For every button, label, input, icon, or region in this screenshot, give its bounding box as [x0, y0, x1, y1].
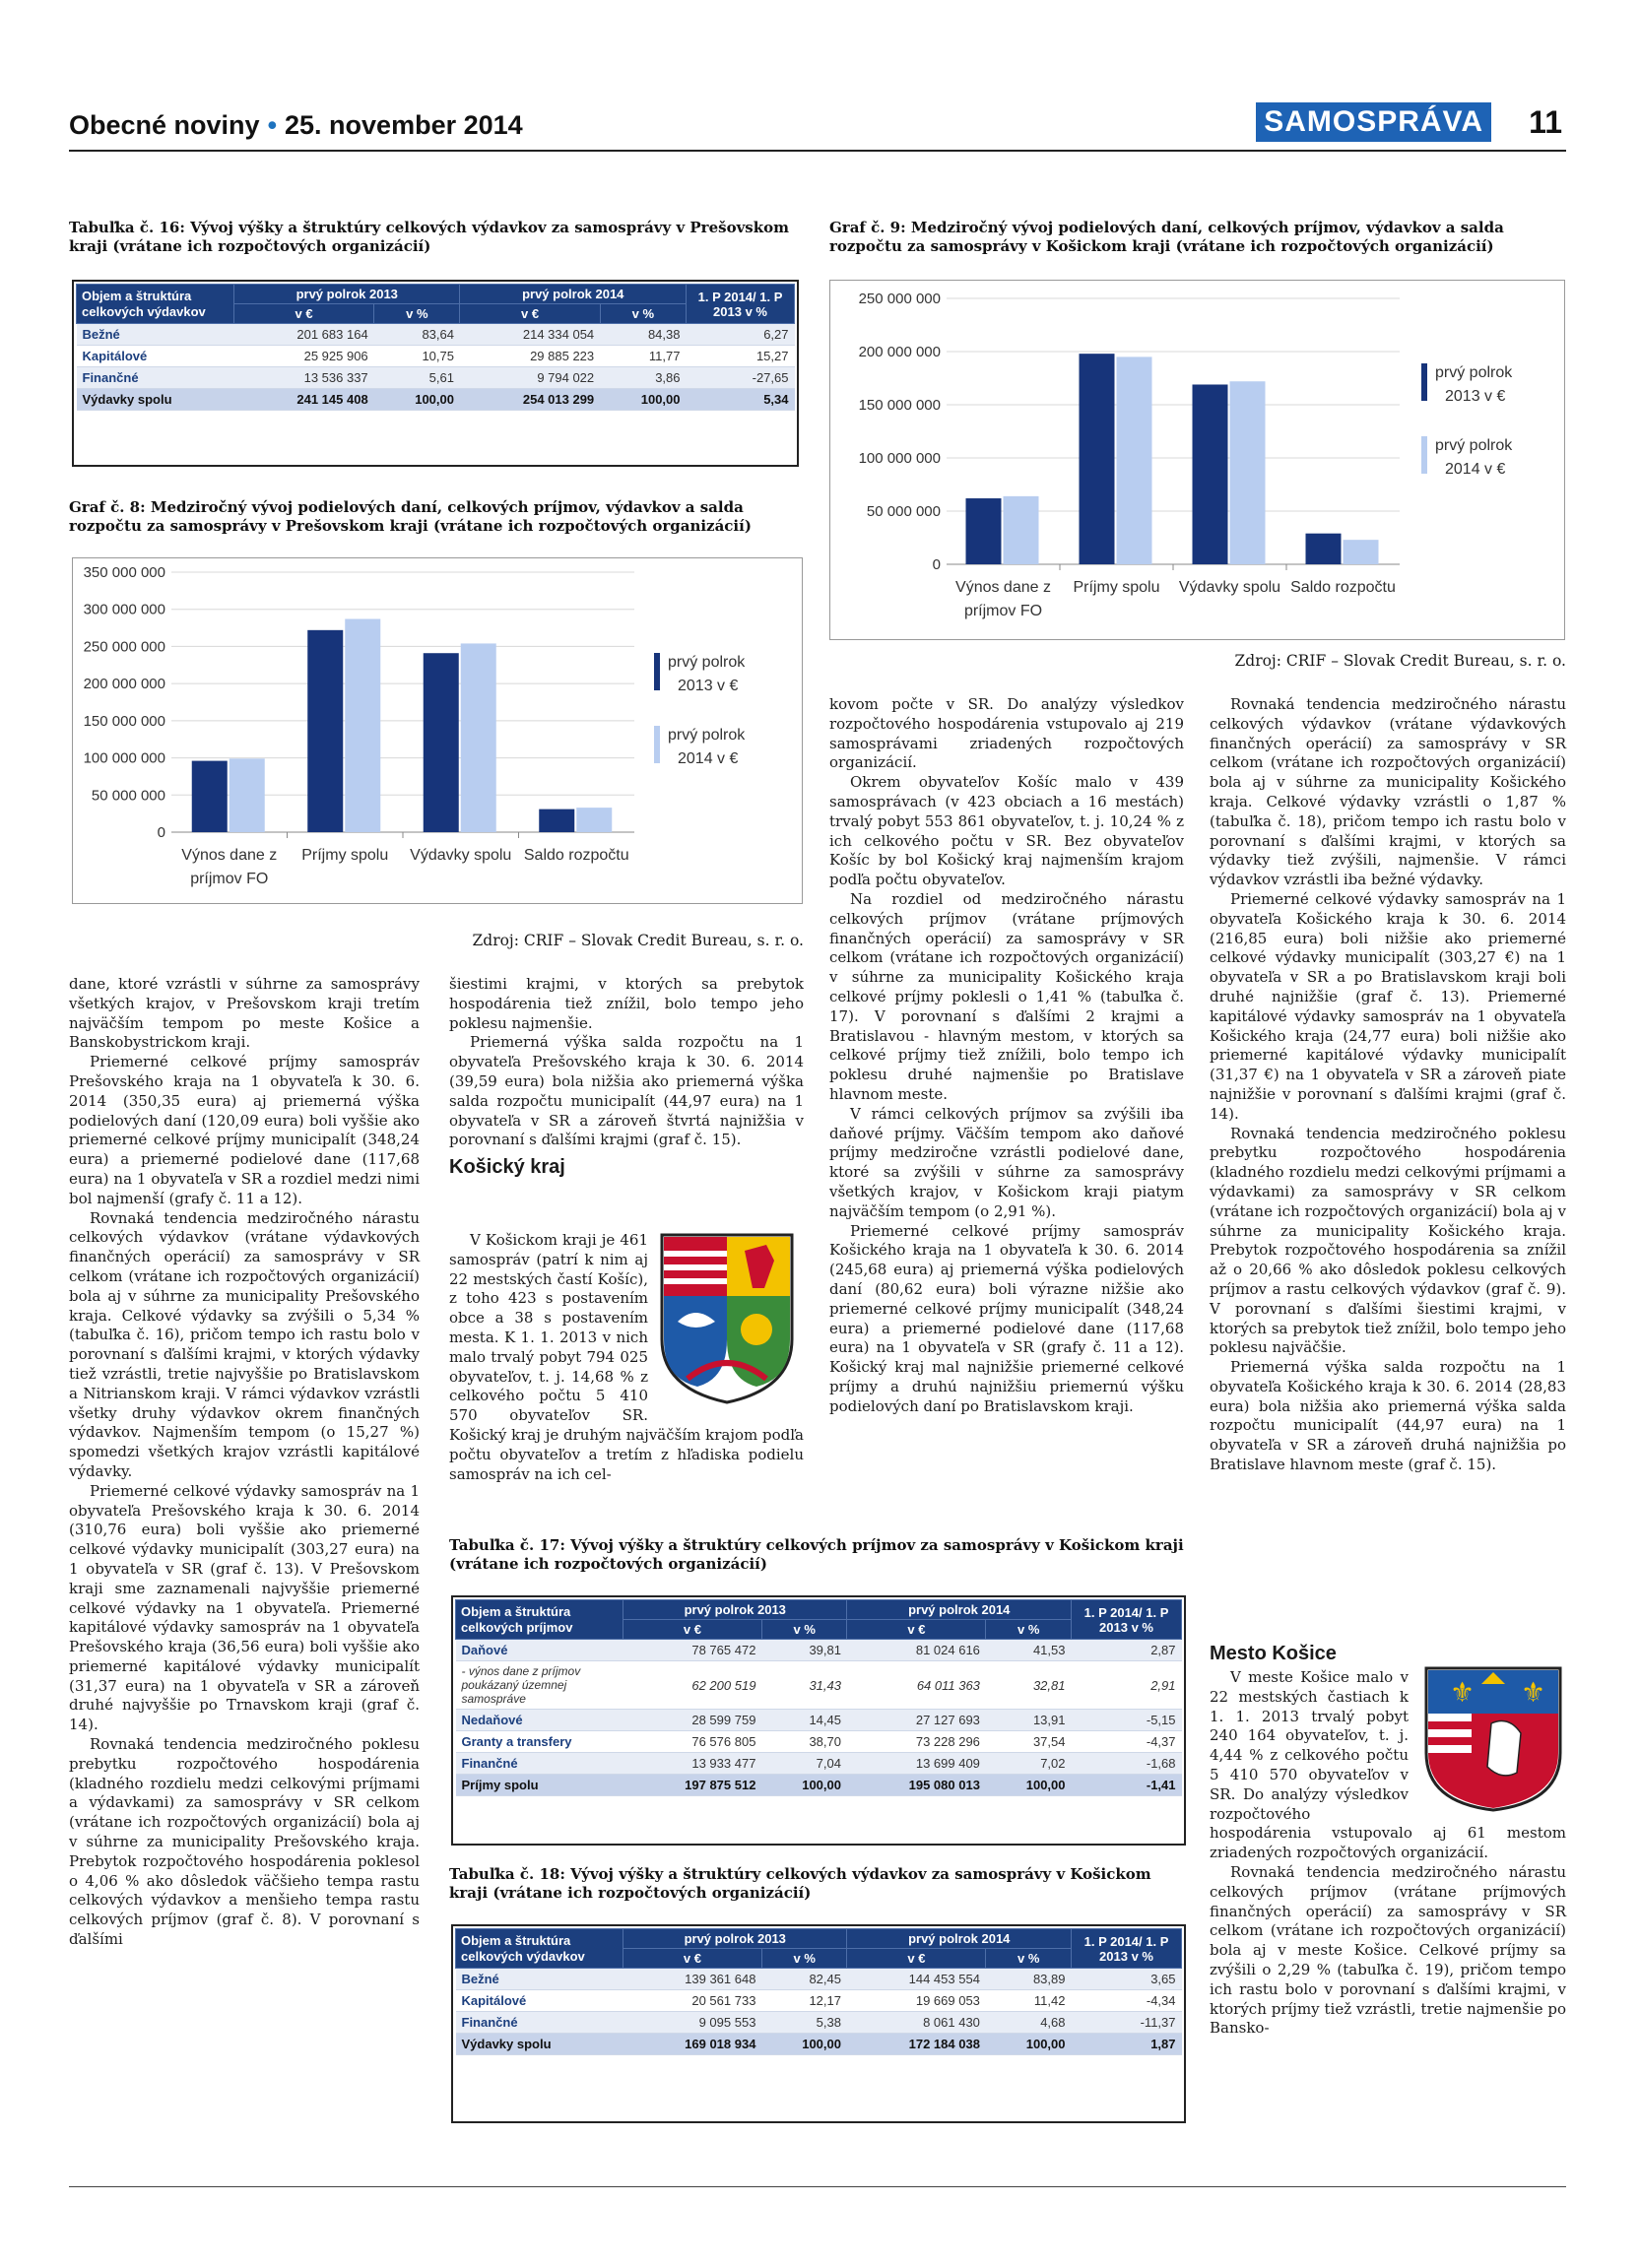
table-cell: 10,75: [374, 346, 460, 367]
table-cell: 32,81: [986, 1661, 1072, 1710]
table18-grid: [455, 1928, 1182, 2055]
x-tick-label: Príjmy spolu: [301, 847, 389, 864]
graf9-source: Zdroj: CRIF – Slovak Credit Bureau, s. r. o.: [1234, 652, 1566, 670]
table16-h-pct-2013: v %: [374, 304, 460, 324]
table16-h2013: prvý polrok 2013: [234, 285, 460, 304]
table17: [451, 1595, 1186, 1846]
table-cell: 241 145 408: [234, 389, 374, 411]
table-row: [456, 1969, 1182, 1990]
table17-hratio: 1. P 2014/ 1. P 2013 v %: [1072, 1600, 1182, 1640]
x-tick-label: Výdavky spolu: [410, 847, 512, 864]
table16-hratio: 1. P 2014/ 1. P 2013 v %: [687, 285, 795, 324]
row-label: Granty a transfery: [456, 1731, 623, 1753]
table-row: [456, 2034, 1182, 2055]
table-cell: 4,68: [986, 2012, 1072, 2034]
table-cell: 9 794 022: [460, 367, 600, 389]
paragraph: Na rozdiel od medziročného nárastu celkových príjmov (vrátane príjmových finančných operácií) za samosprávy v SR celkom (vrátane ich rozpočtových organizácií) v súhrne za municipality Košického kraja celkové príjmy poklesli o 1,41 % (tabuľka č. 17). V porovnaní s ďalšími 2 krajmi a Bratislavou - hlavným mestom, v ktorých sa celkové príjmy tiež znížili, bolo tempo ich poklesu druhé najmenšie po Bratislave hlavnom meste.: [829, 889, 1184, 1103]
bar: [1117, 356, 1152, 564]
page-number: 11: [1529, 104, 1562, 140]
graf8-source: Zdroj: CRIF – Slovak Credit Bureau, s. r. o.: [472, 932, 804, 949]
table17-body: [456, 1640, 1182, 1796]
table-cell: 6,27: [687, 324, 795, 346]
paragraph: Rovnaká tendencia medziročného poklesu prebytku rozpočtového hospodárenia (kladného rozdielu medzi celkovými príjmami a výdavkami) za samosprávy v SR celkom (vrátane ich rozpočtových organizácií) bola aj v súhrne za municipality Košického kraja. Prebytok rozpočtového hospodárenia sa znížil až o 20,66 % ako dôsledok poklesu celkových príjmov a rastu celkových výdavkov (graf č. 9). V porovnaní s ďalšími šiestimi krajmi, v ktorých sa prebytok tiež znížil, bolo tempo jeho poklesu najväčšie.: [1210, 1124, 1566, 1357]
paper-title: [69, 110, 523, 141]
bar: [230, 758, 265, 832]
row-label: Výdavky spolu: [77, 389, 234, 411]
table18-caption: Tabuľka č. 18: Vývoj výšky a štruktúry celkových výdavkov za samosprávy v Košickom kraji (vrátane ich rozpočtových organizácií): [449, 1865, 1151, 1902]
x-tick-label: Výnos dane z: [181, 847, 278, 864]
table-row: [456, 1731, 1182, 1753]
table-cell: 13 536 337: [234, 367, 374, 389]
header-divider: [69, 150, 1566, 152]
y-tick-label: 0: [157, 824, 165, 841]
graf8-chart: [72, 557, 803, 904]
table-cell: 25 925 906: [234, 346, 374, 367]
bar: [1193, 384, 1228, 564]
table-cell: 254 013 299: [460, 389, 600, 411]
table-cell: 100,00: [374, 389, 460, 411]
row-label: Finančné: [456, 2012, 623, 2034]
table18-body: [456, 1969, 1182, 2055]
table-cell: 139 361 648: [623, 1969, 762, 1990]
footer-divider: [69, 2186, 1566, 2187]
table-cell: 13 933 477: [623, 1753, 762, 1775]
table16: [72, 280, 799, 467]
table16-body: [77, 324, 795, 411]
graf9-svg: [830, 281, 1564, 639]
bar: [1080, 354, 1115, 564]
legend-swatch-2014: [1421, 436, 1427, 474]
table-cell: 82,45: [761, 1969, 847, 1990]
graf9-chart: [829, 280, 1565, 640]
table-cell: 41,53: [986, 1640, 1072, 1661]
table-cell: 5,38: [761, 2012, 847, 2034]
table-cell: 19 669 053: [847, 1990, 986, 2012]
table17-caption: Tabuľka č. 17: Vývoj výšky a štruktúry celkových príjmov za samosprávy v Košickom kraji (vrátane ich rozpočtových organizácií): [449, 1536, 1184, 1573]
table-cell: 83,64: [374, 324, 460, 346]
table-cell: -1,68: [1072, 1753, 1182, 1775]
row-label: Kapitálové: [456, 1990, 623, 2012]
x-tick-label: Výdavky spolu: [1178, 579, 1281, 596]
table-cell: 11,77: [600, 346, 686, 367]
table-cell: 78 765 472: [623, 1640, 762, 1661]
table16-h-eur-2014: v €: [460, 304, 600, 324]
paragraph: Rovnaká tendencia medziročného nárastu celkových výdavkov (vrátane výdavkových finančných operácií) za samosprávy v SR celkom (vrátane ich rozpočtových organizácií) bola aj v súhrne za municipality Prešovského kraja. Celkové výdavky sa zvýšili o 5,34 % (tabuľka č. 16), pričom tempo ich rastu bolo v porovnaní s ďalšími krajmi, v ktorých výdavky tiež vzrástli, tretie najvyššie po Bratislavskom a Nitrianskom kraji. V rámci výdavkov vzrástli všetky druhy výdavkov okrem finančných výdavkov. Najmenším tempom (o 15,27 %) spomedzi všetkých krajov vzrástli kapitálové výdavky.: [69, 1208, 420, 1480]
bar: [1344, 540, 1379, 564]
table18: [451, 1924, 1186, 2123]
bar: [424, 653, 459, 832]
legend-label: 2014 v €: [678, 750, 739, 767]
table-cell: 73 228 296: [847, 1731, 986, 1753]
section-heading-mesto-kosice: Mesto Košice: [1210, 1643, 1337, 1664]
y-tick-label: 250 000 000: [858, 291, 941, 307]
y-tick-label: 100 000 000: [83, 749, 165, 767]
table-row: [456, 1753, 1182, 1775]
table-cell: 5,61: [374, 367, 460, 389]
x-tick-label: Príjmy spolu: [1073, 579, 1160, 596]
svg-text:⚜: ⚜: [1521, 1676, 1546, 1709]
table-cell: 8 061 430: [847, 2012, 986, 2034]
paragraph: Priemerné celkové príjmy samospráv Prešovského kraja na 1 obyvateľa k 30. 6. 2014 (350,35 eura) aj priemerná výška podielových daní (120,09 eura) boli vyššie ako priemerné celkové príjmy municipalít (348,24 eura) a priemerné podielové dane (117,68 eura) na 1 obyvateľa v SR a rozdiel medzi nimi bol najmenší (grafy č. 11 a 12).: [69, 1053, 420, 1207]
table16-grid: [76, 284, 795, 411]
y-tick-label: 0: [932, 556, 941, 573]
row-label: Bežné: [456, 1969, 623, 1990]
row-label: Nedaňové: [456, 1710, 623, 1731]
legend-label: prvý polrok: [1435, 364, 1513, 381]
table17-h2014: prvý polrok 2014: [847, 1600, 1072, 1620]
table17-h2013: prvý polrok 2013: [623, 1600, 847, 1620]
legend-swatch-2013: [1421, 363, 1427, 401]
bar: [461, 643, 496, 832]
table18-corner: Objem a štruktúra celkových výdavkov: [456, 1929, 623, 1969]
table16-h-eur-2013: v €: [234, 304, 374, 324]
table18-h2014: prvý polrok 2014: [847, 1929, 1072, 1949]
table17-grid: [455, 1599, 1182, 1796]
table-cell: 83,89: [986, 1969, 1072, 1990]
x-tick-label: príjmov FO: [190, 871, 269, 887]
table-cell: 7,04: [761, 1753, 847, 1775]
section-heading-kosicky-kraj: Košický kraj: [449, 1156, 565, 1179]
table-cell: 144 453 554: [847, 1969, 986, 1990]
table-row: [456, 1661, 1182, 1710]
kosice-city-coat-of-arms: [1422, 1664, 1564, 1812]
table-cell: -4,37: [1072, 1731, 1182, 1753]
table-cell: 5,34: [687, 389, 795, 411]
y-tick-label: 150 000 000: [858, 397, 941, 414]
table-cell: 29 885 223: [460, 346, 600, 367]
table-cell: 7,02: [986, 1753, 1072, 1775]
paragraph: Priemerné celkové výdavky samospráv na 1 obyvateľa Prešovského kraja k 30. 6. 2014 (310,76 eura) boli vyššie ako priemerné celkové výdavky municipalít (303,27 eura) na 1 obyvateľa v SR (graf č. 13). V Prešovskom kraji sme zaznamenali najvyššie priemerné celkové výdavky na 1 obyvateľa. Priemerné kapitálové výdavky samospráv na 1 obyvateľa Prešovského kraja (36,56 eura) boli vyššie ako priemerné kapitálové výdavky municipalít (31,37 eura) na 1 obyvateľa v SR a zároveň druhé najvyššie po Trnavskom kraji (graf č. 14).: [69, 1481, 420, 1734]
table-cell: 3,65: [1072, 1969, 1182, 1990]
table-cell: 195 080 013: [847, 1775, 986, 1796]
table-cell: 14,45: [761, 1710, 847, 1731]
table-cell: 9 095 553: [623, 2012, 762, 2034]
table17-corner: Objem a štruktúra celkových príjmov: [456, 1600, 623, 1640]
paragraph: V rámci celkových príjmov sa zvýšili iba daňové príjmy. Väčším tempom ako daňové príjmy medziročne vzrástli podielové dane, ktoré sa zvýšili v súhrne za samosprávy všetkých krajov, v Košickom kraji piatym najväčším tempom (o 2,91 %).: [829, 1104, 1184, 1220]
row-label: Kapitálové: [77, 346, 234, 367]
table-cell: 2,91: [1072, 1661, 1182, 1710]
paragraph: Rovnaká tendencia medziročného nárastu celkových výdavkov (vrátane výdavkových finančných operácií) za samosprávy v SR celkom (vrátane ich rozpočtových organizácií) bola aj v súhrne za municipality Košického kraja. Celkové výdavky vzrástli o 1,87 % (tabuľka č. 18), pričom tempo ich rastu bolo v porovnaní s ďalšími krajmi, v ktorých sa výdavky tiež zvýšili, najmenšie. V rámci výdavkov vzrástli iba bežné výdavky.: [1210, 695, 1566, 889]
header-separator: •: [267, 110, 278, 140]
paragraph: Okrem obyvateľov Košíc malo v 439 samosprávach (v 423 obciach a 16 mestách) trvalý pobyt 553 861 obyvateľov, t. j. 10,24 % z ich celkového počtu v SR. Bez obyvateľov Košíc by bol Košický kraj najmenším krajom podľa počtu obyvateľov.: [829, 773, 1184, 889]
table-cell: 62 200 519: [623, 1661, 762, 1710]
table-cell: 31,43: [761, 1661, 847, 1710]
table18-hratio: 1. P 2014/ 1. P 2013 v %: [1072, 1929, 1182, 1969]
bar: [966, 498, 1002, 564]
graf9-caption: Graf č. 9: Medziročný vývoj podielových daní, celkových príjmov, výdavkov a salda rozpočtu za samosprávy v Košickom kraji (vrátane ich rozpočtových organizácií): [829, 219, 1504, 255]
graf8-caption: Graf č. 8: Medziročný vývoj podielových daní, celkových príjmov, výdavkov a salda rozpočtu za samosprávy v Prešovskom kraji (vrátane ich rozpočtových organizácií): [69, 498, 752, 535]
table-row: [456, 1710, 1182, 1731]
table-cell: 64 011 363: [847, 1661, 986, 1710]
table-cell: 100,00: [986, 1775, 1072, 1796]
paragraph: kovom počte v SR. Do analýzy výsledkov rozpočtového hospodárenia vstupovalo aj 219 samosprávami zriadených rozpočtových organizácií.: [829, 695, 1184, 772]
legend-label: prvý polrok: [668, 654, 746, 671]
paragraph: Rovnaká tendencia medziročného nárastu celkových príjmov (vrátane príjmových finančných operácií) za samosprávy v SR celkom (vrátane ich rozpočtových organizácií) bola aj v meste Košice. Celkové príjmy sa zvýšili o 2,29 % (tabuľka č. 19), pričom tempo ich rastu bolo v porovnaní s ďalšími krajmi, v ktorých príjmy tiež vzrástli, tretie najmenšie po Bansko-: [1210, 1862, 1566, 2038]
row-label: Finančné: [456, 1753, 623, 1775]
table-cell: 38,70: [761, 1731, 847, 1753]
bar: [307, 630, 343, 832]
table-cell: 1,87: [1072, 2034, 1182, 2055]
table16-caption: Tabuľka č. 16: Vývoj výšky a štruktúry celkových výdavkov za samosprávy v Prešovskom kraji (vrátane ich rozpočtových organizácií): [69, 219, 790, 255]
table-cell: 3,86: [600, 367, 686, 389]
table-cell: 20 561 733: [623, 1990, 762, 2012]
table-cell: 37,54: [986, 1731, 1072, 1753]
table18-h2013: prvý polrok 2013: [623, 1929, 847, 1949]
table-cell: 214 334 054: [460, 324, 600, 346]
row-label: Daňové: [456, 1640, 623, 1661]
table-cell: 172 184 038: [847, 2034, 986, 2055]
bar: [1230, 381, 1266, 564]
table-cell: 100,00: [761, 2034, 847, 2055]
table-row: [77, 346, 795, 367]
table-cell: 13,91: [986, 1710, 1072, 1731]
x-tick-label: príjmov FO: [963, 603, 1043, 619]
bar: [1306, 534, 1342, 564]
row-label: Výdavky spolu: [456, 2034, 623, 2055]
table17-h-pct-2014: v %: [986, 1620, 1072, 1640]
paper-name: Obecné noviny: [69, 110, 260, 140]
y-tick-label: 200 000 000: [83, 676, 165, 693]
table-cell: -11,37: [1072, 2012, 1182, 2034]
y-tick-label: 200 000 000: [858, 344, 941, 360]
y-tick-label: 350 000 000: [83, 564, 165, 581]
bar: [345, 619, 380, 832]
table17-h-eur-2013: v €: [623, 1620, 762, 1640]
y-tick-label: 300 000 000: [83, 601, 165, 618]
table-cell: 76 576 805: [623, 1731, 762, 1753]
legend-swatch-2014: [654, 726, 660, 763]
legend-label: 2014 v €: [1445, 461, 1506, 478]
table-row: [456, 1990, 1182, 2012]
article-column-3: [829, 695, 1184, 1416]
y-tick-label: 50 000 000: [91, 787, 165, 805]
table-cell: 169 018 934: [623, 2034, 762, 2055]
row-label: Finančné: [77, 367, 234, 389]
table-row: [77, 367, 795, 389]
table-cell: 11,42: [986, 1990, 1072, 2012]
y-tick-label: 150 000 000: [83, 712, 165, 730]
article-column-2: [449, 975, 804, 1182]
table18-h-eur-2013: v €: [623, 1949, 762, 1969]
table18-h-pct-2013: v %: [761, 1949, 847, 1969]
article-column-1: [69, 975, 420, 1950]
paragraph: dane, ktoré vzrástli v súhrne za samosprávy všetkých krajov, v Prešovskom kraji tretím najväčším tempom po meste Košice a Banskobystrickom kraji.: [69, 975, 420, 1052]
table-cell: 100,00: [600, 389, 686, 411]
table18-h-pct-2014: v %: [986, 1949, 1072, 1969]
x-tick-label: Výnos dane z: [955, 579, 1051, 596]
table-cell: 81 024 616: [847, 1640, 986, 1661]
article-column-4: [1210, 695, 1566, 1475]
table-row: [77, 324, 795, 346]
table-cell: 15,27: [687, 346, 795, 367]
table-cell: 39,81: [761, 1640, 847, 1661]
bar: [539, 810, 574, 832]
page-header: [69, 97, 1566, 146]
table-cell: 197 875 512: [623, 1775, 762, 1796]
table-cell: 100,00: [986, 2034, 1072, 2055]
bar: [1004, 496, 1039, 564]
table-cell: 28 599 759: [623, 1710, 762, 1731]
kosice-region-coat-of-arms: [658, 1231, 796, 1404]
table-cell: -5,15: [1072, 1710, 1182, 1731]
table-row: [456, 1640, 1182, 1661]
x-tick-label: Saldo rozpočtu: [1290, 579, 1396, 596]
table-row: [456, 1775, 1182, 1796]
paragraph: šiestimi krajmi, v ktorých sa prebytok hospodárenia tiež znížil, bolo tempo jeho poklesu najmenšie.: [449, 975, 804, 1032]
paragraph: Rovnaká tendencia medziročného poklesu prebytku rozpočtového hospodárenia (kladného rozdielu medzi celkovými príjmami a výdavkami) za samosprávy v SR celkom (vrátane ich rozpočtových organizácií) bola aj v súhrne za municipality Prešovského kraja. Prebytok rozpočtového hospodárenia poklesol o 4,06 % ako dôsledok väčšieho tempa rastu celkových výdavkov a menšieho tempa rastu celkových príjmov (graf č. 8). V porovnaní s ďalšími: [69, 1735, 420, 1949]
graf8-svg: [73, 558, 802, 903]
table17-h-eur-2014: v €: [847, 1620, 986, 1640]
paragraph: Priemerné celkové príjmy samospráv Košického kraja na 1 obyvateľa k 30. 6. 2014 (245,68 eura) aj priemerná výška podielových daní (80,62 eura) boli výrazne nižšie ako priemerné celkové príjmy municipalít (348,24 eura) a priemerné podielové dane (117,68 eura) na 1 obyvateľa v SR (grafy č. 11 a 12). Košický kraj mal najnižšie priemerné celkové príjmy a druhú najnižšiu priemernú výšku podielových daní po Bratislavskom kraji.: [829, 1221, 1184, 1415]
svg-text:⚜: ⚜: [1450, 1676, 1476, 1709]
y-tick-label: 250 000 000: [83, 638, 165, 656]
table-cell: 27 127 693: [847, 1710, 986, 1731]
table-row: [77, 389, 795, 411]
y-tick-label: 100 000 000: [858, 450, 941, 467]
table-cell: -27,65: [687, 367, 795, 389]
table-cell: -1,41: [1072, 1775, 1182, 1796]
table-row: [456, 2012, 1182, 2034]
bar: [576, 808, 612, 832]
y-tick-label: 50 000 000: [866, 503, 941, 520]
paragraph: V Košickom kraji je 461 samospráv (patrí k nim aj 22 mestských častí Košíc), z toho 423 s postavením obce a 38 s postavením mesta. K 1. 1. 2013 v nich malo trvalý pobyt 794 025 obyvateľov, t. j. 14,68 % z celkového počtu 5 410 570 obyvateľov SR. Košický kraj je druhým najväčším krajom podľa počtu obyvateľov a tretím z hľadiska podielu samospráv na ich cel-: [449, 1231, 804, 1483]
section-label: SAMOSPRÁVA: [1256, 102, 1491, 142]
row-label: Príjmy spolu: [456, 1775, 623, 1796]
legend-label: prvý polrok: [1435, 437, 1513, 454]
legend-label: 2013 v €: [678, 678, 739, 694]
table17-h-pct-2013: v %: [761, 1620, 847, 1640]
x-tick-label: Saldo rozpočtu: [523, 847, 629, 864]
paragraph: Priemerná výška salda rozpočtu na 1 obyvateľa Prešovského kraja k 30. 6. 2014 (39,59 eura) bola nižšia ako priemerná výška salda rozpočtu municipalít (44,97 eura) na 1 obyvateľa v SR a zároveň štvrtá najnižšia v porovnaní s ďalšími krajmi (graf č. 15).: [449, 1033, 804, 1149]
row-label: Bežné: [77, 324, 234, 346]
table-cell: 13 699 409: [847, 1753, 986, 1775]
table-cell: 100,00: [761, 1775, 847, 1796]
table-cell: 12,17: [761, 1990, 847, 2012]
legend-swatch-2013: [654, 653, 660, 690]
legend-label: prvý polrok: [668, 727, 746, 744]
table-cell: 201 683 164: [234, 324, 374, 346]
paragraph: Priemerné celkové výdavky samospráv na 1 obyvateľa Košického kraja k 30. 6. 2014 (216,85 eura) boli nižšie ako priemerné celkové výdavky municipalít (303,27 €) na 1 obyvateľa v SR a po Bratislavskom kraji boli druhé najnižšie (graf č. 13). Priemerné kapitálové výdavky samospráv na 1 obyvateľa Košického kraja (24,77 eura) boli nižšie ako priemerné kapitálové výdavky municipalít (31,37 €) na 1 obyvateľa v SR a zároveň piate najnižšie v porovnaní s ďalšími krajmi (graf č. 14).: [1210, 889, 1566, 1123]
table-cell: 84,38: [600, 324, 686, 346]
issue-date: 25. november 2014: [285, 110, 523, 140]
table16-corner: Objem a štruktúra celkových výdavkov: [77, 285, 234, 324]
table16-h-pct-2014: v %: [600, 304, 686, 324]
table-cell: 2,87: [1072, 1640, 1182, 1661]
legend-label: 2013 v €: [1445, 388, 1506, 405]
table-cell: -4,34: [1072, 1990, 1182, 2012]
paragraph: V meste Košice malo v 22 mestských častiach k 1. 1. 2013 trvalý pobyt 240 164 obyvateľov, t. j. 4,44 % z celkového počtu 5 410 570 obyvateľov v SR. Do analýzy výsledkov rozpočtového hospodárenia vstupovalo aj 61 mestom zriadených rozpočtových organizácií.: [1210, 1668, 1566, 1862]
row-label: - výnos dane z príjmov poukázaný územnej samospráve: [456, 1661, 623, 1710]
table18-h-eur-2014: v €: [847, 1949, 986, 1969]
table16-h2014: prvý polrok 2014: [460, 285, 687, 304]
paragraph: Priemerná výška salda rozpočtu na 1 obyvateľa Košického kraja k 30. 6. 2014 (28,83 eura) bola nižšia ako priemerná výška salda rozpočtu municipalít (44,97 eura) na 1 obyvateľa v SR a zároveň druhá najnižšia po Bratislave hlavnom meste (graf č. 15).: [1210, 1358, 1566, 1474]
bar: [192, 761, 228, 832]
